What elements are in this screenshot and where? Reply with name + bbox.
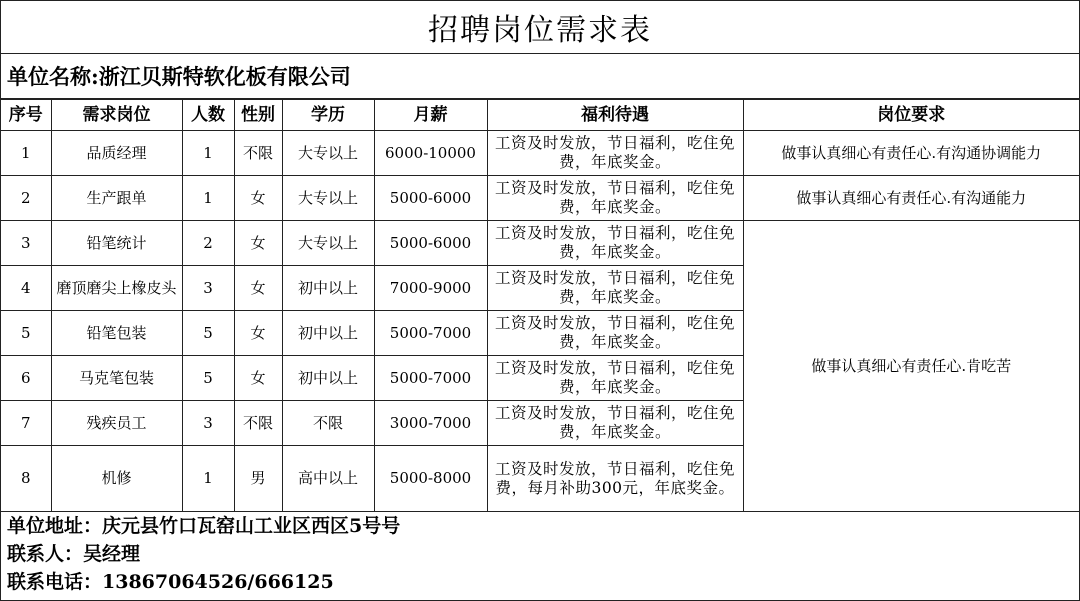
cell-salary: 5000-6000 xyxy=(374,176,487,221)
cell-gender: 女 xyxy=(234,221,282,266)
cell-benefits: 工资及时发放，节日福利，吃住免费，年底奖金。 xyxy=(487,266,743,311)
cell-no: 8 xyxy=(1,446,51,512)
cell-position: 残疾员工 xyxy=(51,401,182,446)
company-name: 单位名称:浙江贝斯特软化板有限公司 xyxy=(1,54,1079,99)
cell-education: 不限 xyxy=(282,401,374,446)
header-count: 人数 xyxy=(182,100,234,131)
contact-phone: 联系电话：13867064526/666125 xyxy=(7,571,334,593)
cell-gender: 不限 xyxy=(234,401,282,446)
cell-no: 6 xyxy=(1,356,51,401)
header-no: 序号 xyxy=(1,100,51,131)
cell-position: 铅笔统计 xyxy=(51,221,182,266)
table-header-row xyxy=(1,100,1079,131)
cell-education: 初中以上 xyxy=(282,266,374,311)
cell-count: 1 xyxy=(182,446,234,512)
cell-no: 5 xyxy=(1,311,51,356)
header-salary: 月薪 xyxy=(374,100,487,131)
cell-position: 马克笔包装 xyxy=(51,356,182,401)
cell-position: 机修 xyxy=(51,446,182,512)
cell-count: 1 xyxy=(182,131,234,176)
cell-benefits: 工资及时发放，节日福利，吃住免费，年底奖金。 xyxy=(487,221,743,266)
cell-no: 7 xyxy=(1,401,51,446)
cell-gender: 女 xyxy=(234,176,282,221)
cell-education: 大专以上 xyxy=(282,176,374,221)
header-requirement: 岗位要求 xyxy=(743,100,1079,131)
company-address: 单位地址：庆元县竹口瓦窑山工业区西区5号号 xyxy=(7,515,401,537)
cell-benefits: 工资及时发放，节日福利，吃住免费，年底奖金。 xyxy=(487,356,743,401)
cell-salary: 6000-10000 xyxy=(374,131,487,176)
cell-salary: 5000-6000 xyxy=(374,221,487,266)
cell-education: 初中以上 xyxy=(282,356,374,401)
header-benefits: 福利待遇 xyxy=(487,100,743,131)
cell-education: 高中以上 xyxy=(282,446,374,512)
cell-no: 4 xyxy=(1,266,51,311)
cell-no: 3 xyxy=(1,221,51,266)
contact-person: 联系人：吴经理 xyxy=(7,543,141,565)
cell-requirement: 做事认真细心有责任心.有沟通能力 xyxy=(743,176,1079,221)
cell-count: 5 xyxy=(182,311,234,356)
cell-gender: 不限 xyxy=(234,131,282,176)
cell-salary: 3000-7000 xyxy=(374,401,487,446)
cell-gender: 男 xyxy=(234,446,282,512)
cell-no: 2 xyxy=(1,176,51,221)
cell-salary: 5000-7000 xyxy=(374,356,487,401)
cell-count: 1 xyxy=(182,176,234,221)
table-row xyxy=(1,176,1079,221)
positions-table xyxy=(1,99,1079,512)
cell-benefits: 工资及时发放，节日福利，吃住免费，年底奖金。 xyxy=(487,176,743,221)
cell-salary: 7000-9000 xyxy=(374,266,487,311)
cell-benefits: 工资及时发放，节日福利，吃住免费，年底奖金。 xyxy=(487,311,743,356)
cell-benefits: 工资及时发放，节日福利，吃住免费，每月补助300元，年底奖金。 xyxy=(487,446,743,512)
table-row xyxy=(1,221,1079,266)
cell-count: 5 xyxy=(182,356,234,401)
header-gender: 性别 xyxy=(234,100,282,131)
cell-education: 大专以上 xyxy=(282,131,374,176)
cell-count: 3 xyxy=(182,266,234,311)
cell-requirement-merged: 做事认真细心有责任心.肯吃苦 xyxy=(743,221,1079,512)
header-education: 学历 xyxy=(282,100,374,131)
cell-gender: 女 xyxy=(234,266,282,311)
cell-requirement: 做事认真细心有责任心.有沟通协调能力 xyxy=(743,131,1079,176)
cell-benefits: 工资及时发放，节日福利，吃住免费，年底奖金。 xyxy=(487,131,743,176)
cell-salary: 5000-8000 xyxy=(374,446,487,512)
cell-position: 品质经理 xyxy=(51,131,182,176)
cell-no: 1 xyxy=(1,131,51,176)
cell-salary: 5000-7000 xyxy=(374,311,487,356)
header-position: 需求岗位 xyxy=(51,100,182,131)
page-title: 招聘岗位需求表 xyxy=(1,1,1079,54)
cell-position: 铅笔包装 xyxy=(51,311,182,356)
cell-gender: 女 xyxy=(234,311,282,356)
cell-education: 大专以上 xyxy=(282,221,374,266)
contact-footer xyxy=(1,512,1079,596)
cell-count: 2 xyxy=(182,221,234,266)
cell-gender: 女 xyxy=(234,356,282,401)
cell-benefits: 工资及时发放，节日福利，吃住免费，年底奖金。 xyxy=(487,401,743,446)
cell-education: 初中以上 xyxy=(282,311,374,356)
cell-count: 3 xyxy=(182,401,234,446)
cell-position: 生产跟单 xyxy=(51,176,182,221)
table-row xyxy=(1,131,1079,176)
cell-position: 磨顶磨尖上橡皮头 xyxy=(51,266,182,311)
